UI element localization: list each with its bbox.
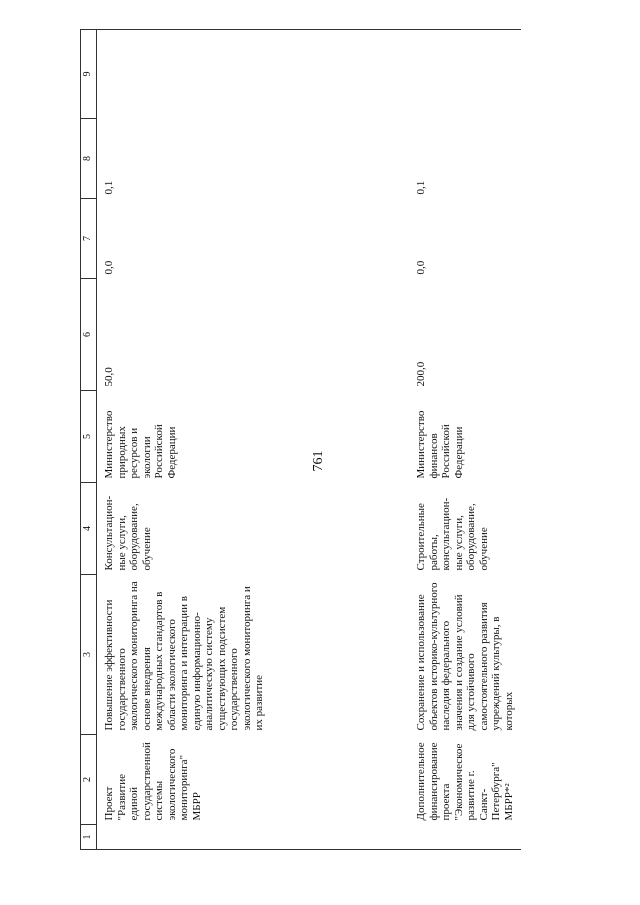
data-table xyxy=(80,29,521,850)
cell-purpose: Повышение эффективности государственного экологического мониторинга на основе внедрения международных стандартов в области экологического мониторинга и интеграции в единую информационно-аналитическую систему существующих подсистем государственного экологического мониторинга и их развитие xyxy=(103,581,265,731)
cell-col1 xyxy=(409,825,521,850)
table-row xyxy=(409,30,521,850)
header-col-3: 3 xyxy=(81,575,97,735)
header-col-5: 5 xyxy=(81,391,97,483)
table-wrapper xyxy=(80,30,630,850)
page-number: 761 xyxy=(311,450,326,472)
cell-col8: 0,1 xyxy=(103,180,115,195)
cell-type: Консультацион-ные услуги, оборудование, обучение xyxy=(103,495,153,571)
rotated-table-region xyxy=(80,30,630,850)
cell-col1 xyxy=(97,825,410,850)
header-col-9: 9 xyxy=(81,30,97,119)
cell-project: Проект "Развитие единой государственной системы экологического мониторинга" МБРР xyxy=(103,742,203,821)
header-row xyxy=(81,30,97,850)
cell-executor: Министерство природных ресурсов и экологии Российской Федерации xyxy=(103,410,178,479)
header-col-2: 2 xyxy=(81,735,97,825)
cell-type: Строительные работы, консультацион-ные услуги, оборудование, обучение xyxy=(415,497,490,571)
header-col-4: 4 xyxy=(81,483,97,575)
cell-col7: 0,0 xyxy=(415,260,427,275)
cell-purpose: Сохранение и использование объектов историко-культурного наследия федерального значения и создание условий для устойчивого самостоятельного развития учреждений культуры, в которых xyxy=(415,582,515,731)
cell-executor: Министерство финансов Российской Федерации xyxy=(415,410,465,479)
cell-col7: 0,0 xyxy=(103,260,115,275)
header-col-8: 8 xyxy=(81,119,97,199)
header-col-7: 7 xyxy=(81,199,97,279)
cell-project: Дополнительное финансирование проекта "Экономическое развитие г. Санкт-Петербурга" МБРР*² xyxy=(415,742,515,821)
header-col-6: 6 xyxy=(81,279,97,391)
cell-col8: 0,1 xyxy=(415,180,427,195)
table-row xyxy=(97,30,410,850)
cell-col9 xyxy=(409,30,521,119)
cell-amount: 50,0 xyxy=(103,367,115,387)
header-col-1: 1 xyxy=(81,825,97,850)
cell-amount: 200,0 xyxy=(415,361,427,387)
cell-col9 xyxy=(97,30,410,119)
